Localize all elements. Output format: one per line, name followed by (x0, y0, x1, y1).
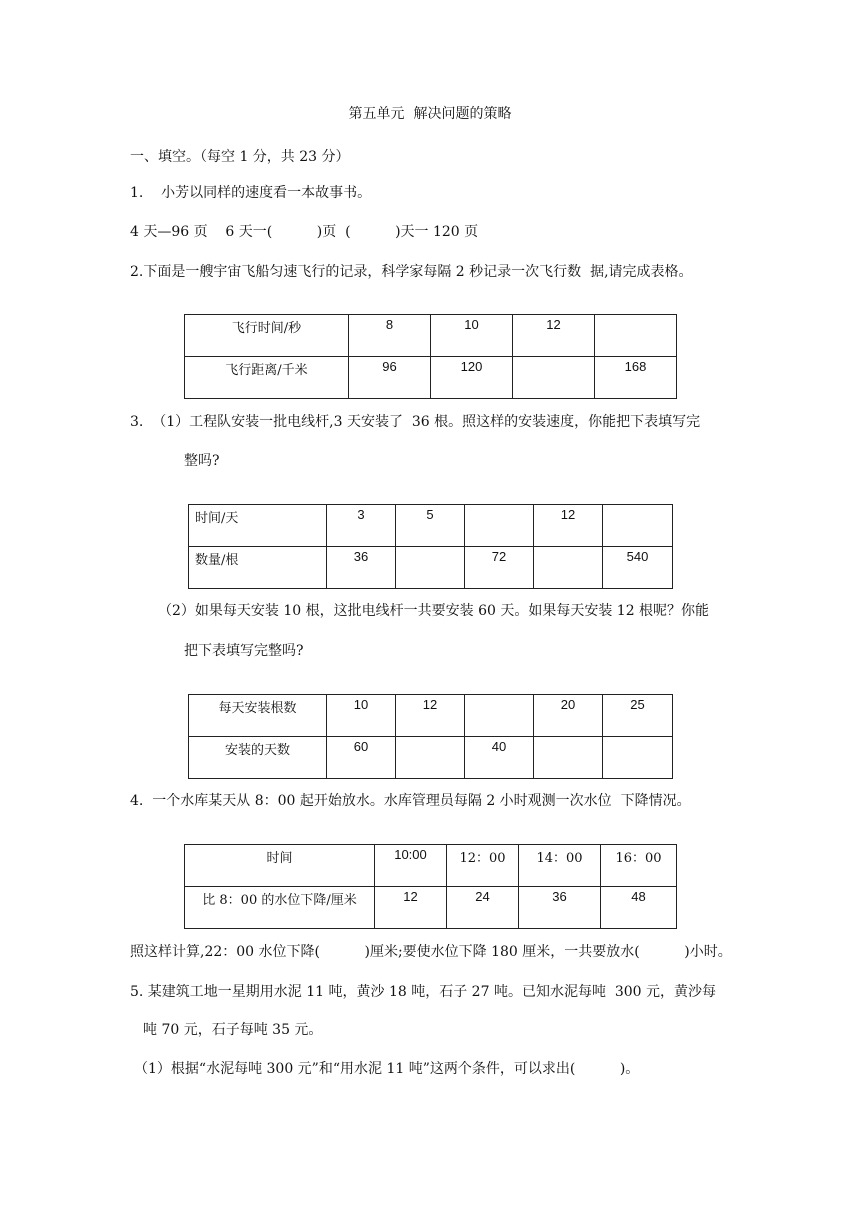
q4-table (184, 844, 677, 929)
table-cell (595, 315, 677, 357)
table-cell: 比 8：00 的水位下降/厘米 (185, 887, 375, 929)
q2-table (184, 314, 677, 399)
table-cell: 5 (396, 505, 465, 547)
q3-table-1 (188, 504, 673, 589)
table-cell: 540 (603, 547, 673, 589)
table-row (189, 695, 673, 737)
table-cell: 12：00 (447, 845, 519, 887)
table-row (189, 737, 673, 779)
section-heading: 一、填空。（每空 1 分，共 23 分） (130, 149, 350, 165)
table-cell: 168 (595, 357, 677, 399)
table-cell (465, 505, 534, 547)
table-cell: 12 (534, 505, 603, 547)
table-cell: 120 (431, 357, 513, 399)
table-row (185, 357, 677, 399)
table-cell (534, 547, 603, 589)
table-cell: 数量/根 (189, 547, 327, 589)
table-cell: 12 (396, 695, 465, 737)
table-row (189, 505, 673, 547)
table-cell: 96 (349, 357, 431, 399)
table-row (189, 547, 673, 589)
table-cell: 10:00 (375, 845, 447, 887)
table-cell: 飞行距离/千米 (185, 357, 349, 399)
page-title: 第五单元 解决问题的策略 (348, 106, 512, 122)
table-cell: 8 (349, 315, 431, 357)
table-cell: 36 (519, 887, 601, 929)
table-cell: 72 (465, 547, 534, 589)
table-cell (465, 695, 534, 737)
table-row (185, 887, 677, 929)
table-row (185, 315, 677, 357)
q3-text: 3. （1）工程队安装一批电线杆,3 天安装了 36 根。照这样的安装速度，你能把下表填写完 (130, 414, 701, 430)
table-cell: 16：00 (601, 845, 677, 887)
q1-text: 1. 小芳以同样的速度看一本故事书。 (130, 185, 372, 201)
table-cell: 12 (375, 887, 447, 929)
table-cell: 25 (603, 695, 673, 737)
table-cell: 时间 (185, 845, 375, 887)
table-cell: 10 (327, 695, 396, 737)
table-cell: 60 (327, 737, 396, 779)
q5-text-cont: 吨 70 元，石子每吨 35 元。 (143, 1022, 323, 1038)
q3-table-2 (188, 694, 673, 779)
table-cell (534, 737, 603, 779)
table-cell: 14：00 (519, 845, 601, 887)
q3-part2-text: （2）如果每天安装 10 根，这批电线杆一共要安装 60 天。如果每天安装 12 根呢？你能 (158, 603, 710, 619)
q3-part2-text-cont: 把下表填写完整吗? (184, 643, 304, 659)
table-cell: 安装的天数 (189, 737, 327, 779)
q4-question: 照这样计算,22：00 水位下降( )厘米;要使水位下降 180 厘米，一共要放水( )小时。 (130, 944, 732, 960)
q4-text: 4. 一个水库某天从 8：00 起开始放水。水库管理员每隔 2 小时观测一次水位 下降情况。 (130, 793, 691, 809)
table-cell: 24 (447, 887, 519, 929)
q1-blanks: 4 天—96 页 6 天一( )页 ( )天一 120 页 (130, 224, 479, 240)
table-cell: 时间/天 (189, 505, 327, 547)
table-cell: 10 (431, 315, 513, 357)
table-cell (513, 357, 595, 399)
table-cell: 12 (513, 315, 595, 357)
table-cell: 飞行时间/秒 (185, 315, 349, 357)
table-cell: 48 (601, 887, 677, 929)
q2-text: 2.下面是一艘宇宙飞船匀速飞行的记录，科学家每隔 2 秒记录一次飞行数 据,请完成表格。 (130, 264, 693, 280)
table-row (185, 845, 677, 887)
q5-part1: （1）根据“水泥每吨 300 元”和“用水泥 11 吨”这两个条件，可以求出( )。 (134, 1061, 640, 1077)
table-cell: 36 (327, 547, 396, 589)
q3-text-cont: 整吗? (184, 453, 220, 469)
table-cell (603, 505, 673, 547)
table-cell (396, 737, 465, 779)
table-cell (603, 737, 673, 779)
table-cell: 每天安装根数 (189, 695, 327, 737)
table-cell (396, 547, 465, 589)
q5-text: 5. 某建筑工地一星期用水泥 11 吨，黄沙 18 吨，石子 27 吨。已知水泥每吨 300 元，黄沙每 (130, 984, 717, 1000)
table-cell: 20 (534, 695, 603, 737)
table-cell: 40 (465, 737, 534, 779)
table-cell: 3 (327, 505, 396, 547)
